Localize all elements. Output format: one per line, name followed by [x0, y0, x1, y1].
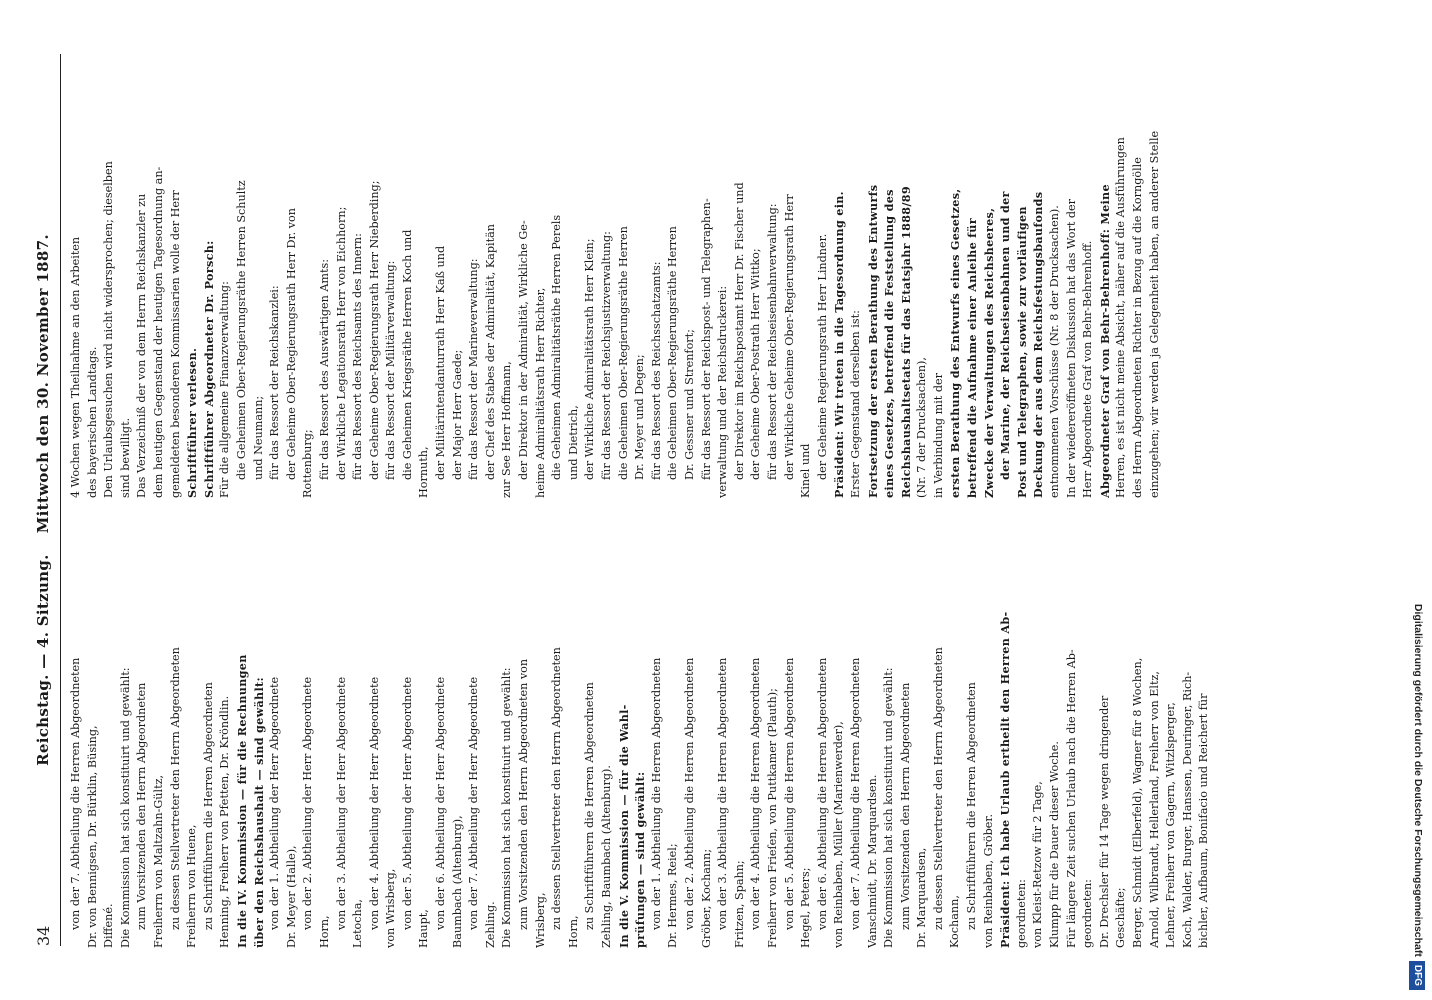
text-line: Hornuth, — [417, 446, 431, 498]
text-line: Präsident: Wir treten in die Tagesordnung ein. — [832, 191, 847, 498]
page-content — [10, 14, 1388, 986]
text-line: der Militärintendanturrath Herr Kaß und — [434, 245, 448, 480]
text-line: heime Admiralitätsrath Herr Richter, — [533, 287, 547, 498]
text-line: Herr Abgeordnete Graf von Behr-Behrenhoff. — [1081, 240, 1095, 498]
left-text-column — [68, 528, 1338, 948]
text-line: Die Kommission hat sich konstituirt und gewählt: — [882, 667, 896, 948]
text-line: Reichshaushaltsetats für das Etatsjahr 1888/89 — [898, 186, 913, 498]
text-line: die Geheimen Ober-Regierungsräthe Herren — [616, 226, 630, 480]
text-line: für das Ressort der Militärverwaltung: — [384, 260, 398, 480]
text-line: Freiherrn von Huene, — [185, 824, 199, 948]
text-line: zu dessen Stellvertreter den Herrn Abgeordneten — [931, 647, 945, 930]
right-text-column — [68, 66, 1338, 498]
text-line: Fortsetzung der ersten Berathung des Entwurfs — [865, 184, 880, 498]
text-line: für das Ressort der Reichsjustizverwaltung: — [600, 231, 613, 480]
text-line: zu Schriftführern die Herren Abgeordneten — [965, 682, 979, 930]
text-line: Gröber, Kochann; — [699, 848, 713, 948]
text-line: der Wirkliche Admiralitätsrath Herr Klein; — [583, 238, 597, 480]
text-line: Post und Telegraphen, sowie zur vorläufigen — [1014, 206, 1029, 498]
text-line: Für die allgemeine Finanzverwaltung: — [218, 281, 232, 498]
credit-text: Digitalisierung gefördert durch die Deutsche Forschungsgemeinschaft — [1412, 603, 1424, 957]
text-line: Lehner, Freiherr von Gagern, Witzlsperger, — [1164, 702, 1178, 948]
text-line: Dr. von Bennigsen, Dr. Bürklin, Büsing, — [85, 725, 99, 948]
text-line: Horn, — [317, 915, 331, 948]
text-line: Kochann, — [948, 895, 962, 948]
text-line: Dr. Meyer (Halle), — [284, 845, 298, 948]
text-line: gemeldeten besonderen Kommissarien wolle der Herr — [168, 190, 182, 498]
text-line: Klumpp für die Dauer dieser Woche. — [1048, 741, 1062, 948]
text-line: für das Ressort des Reichsamts des Innern: — [351, 233, 365, 480]
text-line: geordneten: — [1014, 879, 1028, 948]
text-line: Schriftführer verlesen. — [185, 347, 200, 498]
text-line: Schriftführer Abgeordneter Dr. Porsch: — [201, 240, 216, 498]
text-line: für das Ressort der Reichskanzlei: — [268, 285, 282, 480]
text-line: der Direktor im Reichspostamt Herr Dr. Fischer und — [732, 182, 746, 480]
text-line: Letocha, — [351, 899, 365, 948]
text-line: des Herrn Abgeordneten Richter in Bezug auf die Korngölle — [1131, 157, 1144, 498]
text-line: von der 2. Abtheilung der Herr Abgeordnete — [301, 676, 315, 930]
text-line: Wrisberg, — [533, 892, 547, 948]
text-line: der Geheime Ober-Postrath Herr Wittko; — [749, 248, 763, 480]
text-line: von der 4. Abtheilung der Herr Abgeordnete — [367, 676, 381, 930]
text-line: von der 2. Abtheilung die Herren Abgeordneten — [682, 657, 696, 930]
text-line: Haupt, — [417, 909, 431, 948]
text-line: von der 7. Abtheilung die Herren Abgeordneten — [69, 657, 82, 930]
text-line: einzugehen; wir werden ja Gelegenheit haben, an anderer Stelle — [1147, 130, 1161, 498]
text-line: für das Ressort der Reichseisenbahnverwaltung: — [765, 203, 779, 480]
text-line: für das Ressort des Auswärtigen Amts: — [317, 258, 331, 480]
text-line: zum Vorsitzenden den Herrn Abgeordneten von — [517, 658, 531, 930]
text-line: der Geheime Ober-Regierungsrath Herr Dr. von — [284, 208, 298, 480]
text-line: Deckung der aus dem Reichsfestungsbaufonds — [1031, 191, 1046, 498]
text-line: Die Kommission hat sich konstituirt und gewählt: — [118, 667, 132, 948]
text-line: für das Ressort der Reichspost- und Telegraphen- — [699, 198, 713, 480]
text-line: geordneten: — [1081, 879, 1095, 948]
text-line: Dr. Gessner und Strenfort; — [682, 329, 696, 480]
text-line: Vanschmidt, Dr. Marquardsen. — [865, 774, 879, 948]
text-line: Diffené. — [102, 903, 116, 948]
text-line: der Wirkliche Geheime Ober-Regierungsrath Herr — [782, 194, 796, 480]
text-line: Berger, Schmidt (Elberfeld), Wagner für 8 Wochen, — [1131, 657, 1144, 948]
text-line: in Verbindung mit der — [931, 373, 945, 498]
text-line: über den Reichshaushalt — sind gewählt: — [251, 677, 266, 948]
text-line: von der 5. Abtheilung die Herren Abgeordneten — [782, 657, 796, 930]
text-line: Den Urlaubsgesuchen wird nicht widersprochen; dieselben — [102, 161, 116, 498]
header-title: Reichstag. — 4. Sitzung. — [34, 554, 52, 766]
text-line: Herren, es ist nicht meine Absicht, näher auf die Ausführungen — [1114, 137, 1128, 498]
text-line: für das Ressort der Marineverwaltung: — [467, 258, 481, 480]
header-title-line — [34, 54, 52, 946]
text-line: der Chef des Stabes der Admiralität, Kapitän — [483, 224, 497, 480]
text-line: Kinel und — [799, 443, 813, 498]
text-line: der Geheime Regierungsrath Herr Lindner. — [815, 233, 829, 480]
text-line: zu dessen Stellvertreter den Herrn Abgeordneten — [550, 647, 564, 930]
text-line: Präsident: Ich habe Urlaub ertheilt den Herren Ab- — [998, 611, 1013, 948]
text-line: von der 6. Abtheilung die Herren Abgeordneten — [815, 657, 829, 930]
text-line: Dr. Marquardsen, — [915, 847, 929, 948]
text-line: von Kleist-Retzow für 2 Tage, — [1031, 781, 1045, 948]
text-line: prüfungen — sind gewählt: — [633, 771, 648, 948]
text-line: Abgeordneter Graf von Behr-Behrenhoff: Meine — [1097, 184, 1112, 498]
header-date: Mittwoch den 30. November 1887. — [34, 234, 52, 534]
text-line: der Wirkliche Legationsrath Herr von Eichhorn; — [334, 206, 348, 480]
text-line: die Geheimen Kriegsräthe Herren Koch und — [400, 229, 414, 480]
text-line: für das Ressort des Reichsschatzamts: — [649, 261, 663, 480]
text-line: Baumbach (Altenburg), — [450, 815, 464, 948]
text-line: (Nr. 7 der Drucksachen), — [915, 357, 929, 498]
text-line: zum Vorsitzenden den Herrn Abgeordneten — [135, 682, 149, 930]
text-line: von der 7. Abtheilung der Herr Abgeordnete — [467, 676, 481, 930]
text-line: sind bewilligt. — [118, 417, 132, 498]
text-line: Die Kommission hat sich konstituirt und gewählt: — [500, 667, 514, 948]
text-line: von Wrisberg, — [384, 868, 398, 948]
text-line: Zwecke der Verwaltungen des Reichsheeres, — [981, 207, 996, 498]
text-line: der Marine, der Reichseisenbahnen und der — [998, 191, 1013, 480]
text-line: die Geheimen Ober-Regierungsräthe Herren Schultz — [234, 180, 248, 480]
digitization-credit — [1405, 10, 1431, 990]
text-line: Geschäfte; — [1114, 887, 1128, 948]
text-line: Dr. Meyer und Degen; — [633, 354, 647, 480]
text-line: und Dietrich, — [566, 405, 580, 480]
text-line: von der 6. Abtheilung der Herr Abgeordnete — [434, 676, 448, 930]
text-line: Fritzen, Spahn; — [732, 860, 746, 948]
text-line: von der 1. Abtheilung der Herr Abgeordnete — [268, 676, 282, 930]
scanned-page — [10, 14, 1388, 986]
text-line: In die V. Kommission — für die Wahl- — [616, 704, 631, 948]
text-line: betreffend die Aufnahme einer Anleihe für — [965, 218, 980, 498]
text-line: Hegel, Peters; — [799, 867, 813, 948]
text-line: der Major Herr Gaede; — [450, 349, 464, 480]
text-line: 4 Wochen wegen Theilnahme an den Arbeiten — [69, 236, 82, 498]
running-header — [32, 54, 61, 946]
text-line: zur See Herr Hoffmann, — [500, 361, 514, 498]
text-line: eines Gesetzes, betreffend die Feststellung des — [882, 189, 897, 498]
text-line: Dr. Hermes, Reiel; — [666, 843, 680, 948]
text-line: zu Schriftführern die Herren Abgeordneten — [201, 682, 215, 930]
text-line: die Geheimen Admiralitätsräthe Herren Perels — [550, 214, 564, 480]
text-line: Dr. Drechsler für 14 Tage wegen dringender — [1097, 695, 1111, 948]
text-line: Rottenburg; — [301, 429, 315, 498]
text-line: In die IV. Kommission — für die Rechnungen — [234, 654, 249, 948]
dfg-logo: DFG — [1409, 961, 1425, 990]
text-line: ersten Berathung des Entwurfs eines Gesetzes, — [948, 188, 963, 498]
text-line: der Geheime Ober-Regierungsrath Herr Nieberding; — [367, 180, 381, 480]
text-line: von der 7. Abtheilung die Herren Abgeordneten — [848, 657, 862, 930]
text-line: Zehling. — [483, 901, 497, 948]
text-line: Freiherr von Frieſen, von Puttkamer (Plauth); — [765, 688, 779, 948]
text-line: der Direktor in der Admiralität, Wirkliche Ge- — [517, 220, 531, 480]
text-line: Das Verzeichniß der von dem Herrn Reichskanzler zu — [135, 193, 149, 498]
text-line: von der 1. Abtheilung die Herren Abgeordneten — [649, 657, 663, 930]
text-line: verwaltung und der Reichsdruckerei: — [716, 285, 730, 498]
text-line: und Neumann; — [251, 395, 265, 480]
text-line: des bayerischen Landtags. — [85, 346, 99, 498]
text-line: von der 3. Abtheilung die Herren Abgeordneten — [716, 657, 730, 930]
text-line: von der 5. Abtheilung der Herr Abgeordnete — [400, 676, 414, 930]
text-line: Horn, — [566, 915, 580, 948]
text-line: In der wiedereröffneten Diskussion hat das Wort der — [1064, 198, 1078, 498]
text-line: von der 3. Abtheilung der Herr Abgeordnete — [334, 676, 348, 930]
text-line: Erster Gegenstand derselben ist: — [848, 310, 862, 498]
credit-text-line — [1405, 10, 1431, 990]
text-line: zu Schriftführern die Herren Abgeordneten — [583, 682, 597, 930]
text-line: bichler, Aufbaum, Bonifacio und Reichert für — [1197, 693, 1211, 948]
text-line: Koch, Walder, Burger, Hanssen, Deuringer, Rich- — [1180, 671, 1194, 948]
text-line: zum Vorsitzenden den Herrn Abgeordneten — [898, 682, 912, 930]
text-line: Freiherrn von Maltzahn-Gültz, — [151, 774, 165, 948]
text-line: Arnold, Wilbrandt, Hellerland, Freiherr von Eltz, — [1147, 671, 1161, 948]
text-line: Für längere Zeit suchen Urlaub nach die Herren Ab- — [1064, 649, 1078, 948]
text-line: von Reinbaben, Gröber. — [981, 813, 995, 948]
text-line: dem heutigen Gegenstand der heutigen Tagesordnung an- — [151, 166, 165, 498]
page-number: 34 — [34, 925, 53, 946]
text-line: zu dessen Stellvertreter den Herrn Abgeordneten — [168, 647, 182, 930]
text-line: entnommenen Vorschüsse (Nr. 8 der Drucksachen). — [1048, 205, 1062, 498]
text-line: von der 4. Abtheilung die Herren Abgeordneten — [749, 657, 763, 930]
text-line: Henning, Freiherr von Pfetten, Dr. Kröndlin. — [218, 695, 232, 948]
text-line: Zehling, Baumbach (Altenburg). — [600, 765, 613, 948]
text-line: die Geheimen Ober-Regierungsräthe Herren — [666, 226, 680, 480]
text-line: von Reinbaben, Müller (Marienwerder), — [832, 721, 846, 948]
